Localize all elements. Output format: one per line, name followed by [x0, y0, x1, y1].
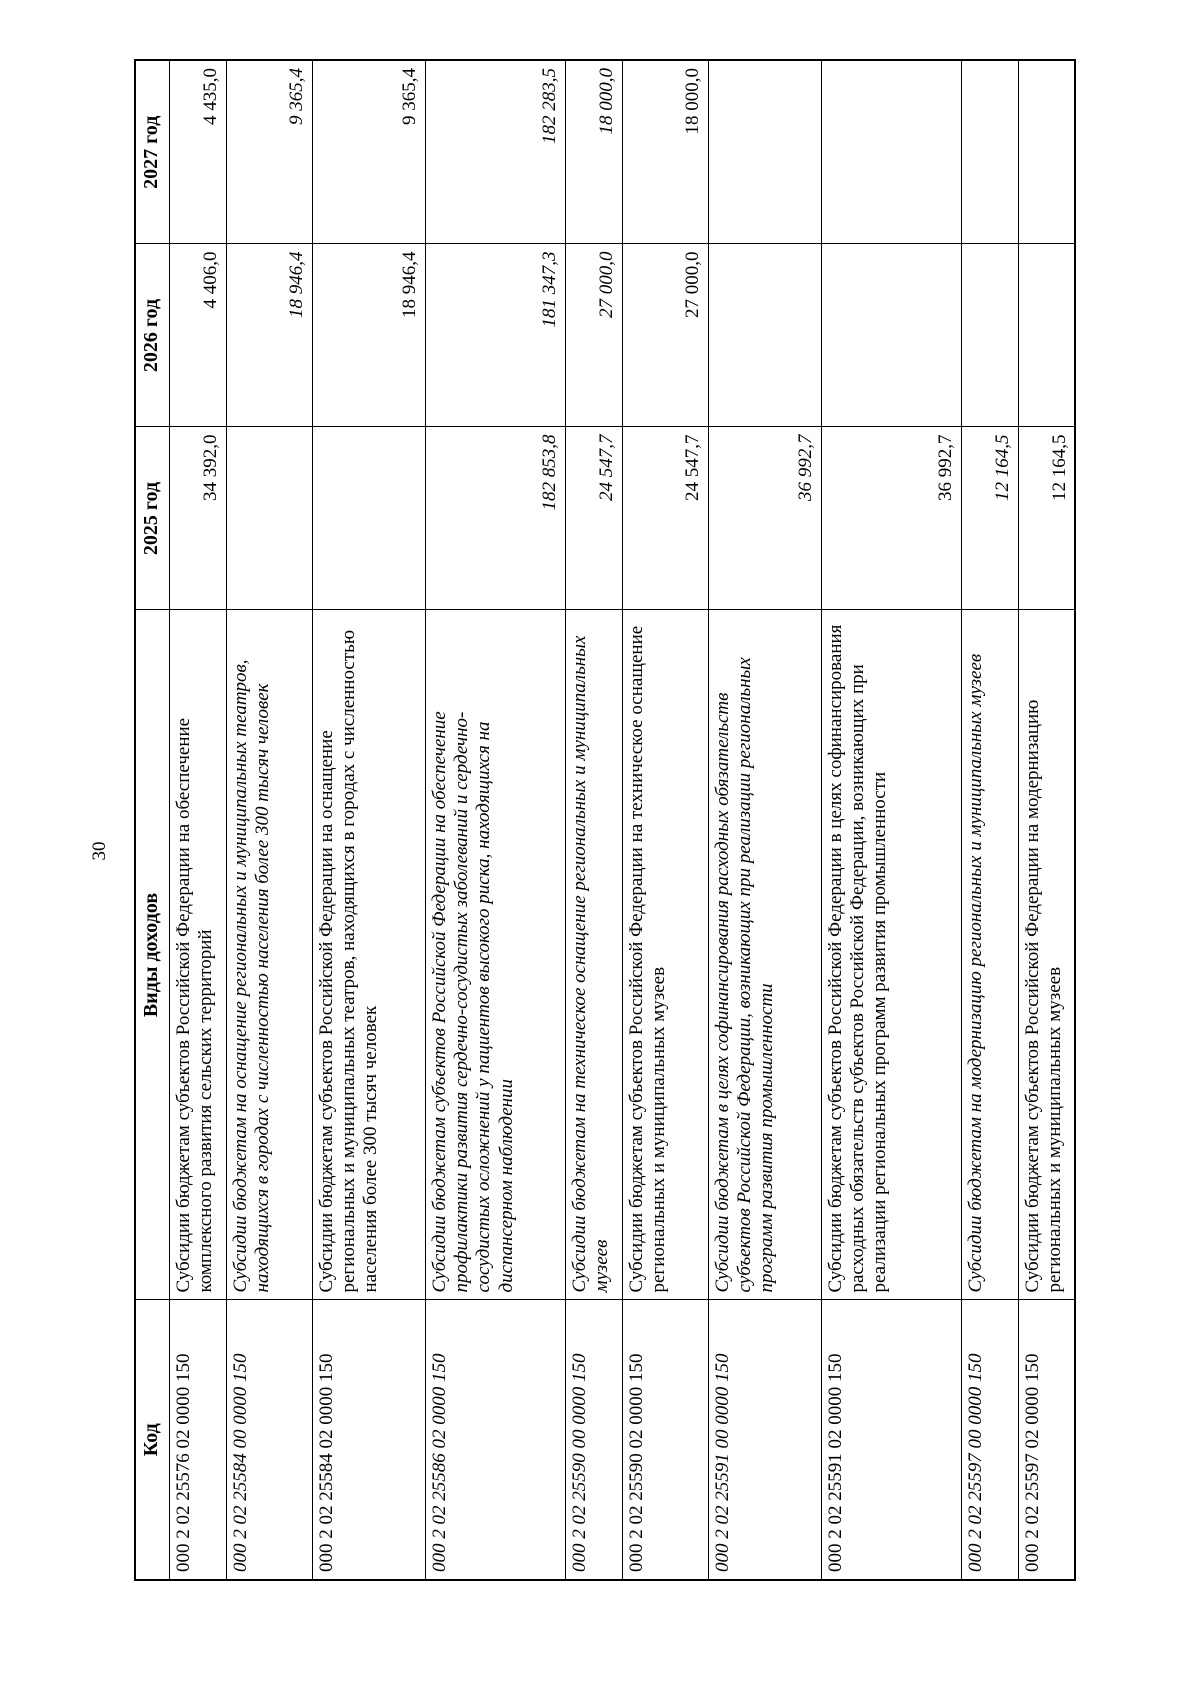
row-value-2027: 182 283,5	[425, 60, 565, 244]
table-row	[425, 60, 565, 1580]
row-description: Субсидии бюджетам на техническое оснащение региональных и муниципальных музеев	[565, 610, 622, 1300]
table-body	[169, 60, 1075, 1580]
row-value-2027: 18 000,0	[622, 60, 708, 244]
row-value-2025: 182 853,8	[425, 427, 565, 610]
row-code: 000 2 02 25584 02 0000 150	[312, 1300, 425, 1580]
row-value-2026: 18 946,4	[226, 244, 312, 427]
table-row	[169, 60, 226, 1580]
row-value-2026: 4 406,0	[169, 244, 226, 427]
row-value-2026	[1018, 244, 1075, 427]
row-value-2026	[708, 244, 821, 427]
row-value-2027: 9 365,4	[312, 60, 425, 244]
header-2026: 2026 год	[135, 244, 169, 427]
row-value-2026: 27 000,0	[622, 244, 708, 427]
row-value-2026: 18 946,4	[312, 244, 425, 427]
row-value-2027: 4 435,0	[169, 60, 226, 244]
row-value-2025: 24 547,7	[622, 427, 708, 610]
table-row	[708, 60, 821, 1580]
row-value-2027: 18 000,0	[565, 60, 622, 244]
page-number: 30	[89, 841, 110, 861]
row-value-2027	[1018, 60, 1075, 244]
table-row	[226, 60, 312, 1580]
table-row	[1018, 60, 1075, 1580]
rotated-table-container	[134, 61, 1070, 1581]
row-value-2026: 27 000,0	[565, 244, 622, 427]
row-code: 000 2 02 25590 00 0000 150	[565, 1300, 622, 1580]
row-value-2027	[821, 60, 961, 244]
header-code: Код	[135, 1300, 169, 1580]
row-code: 000 2 02 25591 02 0000 150	[821, 1300, 961, 1580]
row-value-2025: 24 547,7	[565, 427, 622, 610]
row-description: Субсидии бюджетам субъектов Российской Федерации на обеспечение профилактики развития сердечно-сосудистых заболеваний и сердечно-сосудистых осложнений у пациентов высокого риска, находящихся на диспансерном наблюдении	[425, 610, 565, 1300]
row-value-2025: 36 992,7	[821, 427, 961, 610]
table-header-row	[135, 60, 169, 1580]
revenue-table	[134, 59, 1076, 1581]
row-value-2025: 12 164,5	[1018, 427, 1075, 610]
row-value-2025: 34 392,0	[169, 427, 226, 610]
row-value-2025: 36 992,7	[708, 427, 821, 610]
row-value-2027	[708, 60, 821, 244]
row-value-2027: 9 365,4	[226, 60, 312, 244]
table-row	[312, 60, 425, 1580]
row-description: Субсидии бюджетам субъектов Российской Федерации на техническое оснащение региональных и муниципальных музеев	[622, 610, 708, 1300]
header-type: Виды доходов	[135, 610, 169, 1300]
row-code: 000 2 02 25590 02 0000 150	[622, 1300, 708, 1580]
row-value-2025	[312, 427, 425, 610]
row-description: Субсидии бюджетам субъектов Российской Федерации в целях софинансирования расходных обязательств субъектов Российской Федерации, возникающих при реализации региональных программ развития промышленности	[821, 610, 961, 1300]
row-description: Субсидии бюджетам субъектов Российской Федерации на модернизацию региональных и муниципальных музеев	[1018, 610, 1075, 1300]
header-2027: 2027 год	[135, 60, 169, 244]
table-row	[961, 60, 1018, 1580]
row-value-2026	[821, 244, 961, 427]
row-code: 000 2 02 25584 00 0000 150	[226, 1300, 312, 1580]
row-value-2026	[961, 244, 1018, 427]
row-value-2026: 181 347,3	[425, 244, 565, 427]
row-description: Субсидии бюджетам субъектов Российской Федерации на обеспечение комплексного развития сельских территорий	[169, 610, 226, 1300]
row-value-2025: 12 164,5	[961, 427, 1018, 610]
table-row	[821, 60, 961, 1580]
header-2025: 2025 год	[135, 427, 169, 610]
row-code: 000 2 02 25586 02 0000 150	[425, 1300, 565, 1580]
row-value-2025	[226, 427, 312, 610]
table-row	[622, 60, 708, 1580]
row-description: Субсидии бюджетам субъектов Российской Федерации на оснащение региональных и муниципальных театров, находящихся в городах с численностью населения более 300 тысяч человек	[312, 610, 425, 1300]
row-description: Субсидии бюджетам на оснащение региональных и муниципальных театров, находящихся в городах с численностью населения более 300 тысяч человек	[226, 610, 312, 1300]
table-row	[565, 60, 622, 1580]
row-value-2027	[961, 60, 1018, 244]
row-code: 000 2 02 25576 02 0000 150	[169, 1300, 226, 1580]
row-code: 000 2 02 25597 00 0000 150	[961, 1300, 1018, 1580]
row-code: 000 2 02 25597 02 0000 150	[1018, 1300, 1075, 1580]
row-description: Субсидии бюджетам на модернизацию региональных и муниципальных музеев	[961, 610, 1018, 1300]
row-code: 000 2 02 25591 00 0000 150	[708, 1300, 821, 1580]
row-description: Субсидии бюджетам в целях софинансирования расходных обязательств субъектов Российской Федерации, возникающих при реализации региональных программ развития промышленности	[708, 610, 821, 1300]
